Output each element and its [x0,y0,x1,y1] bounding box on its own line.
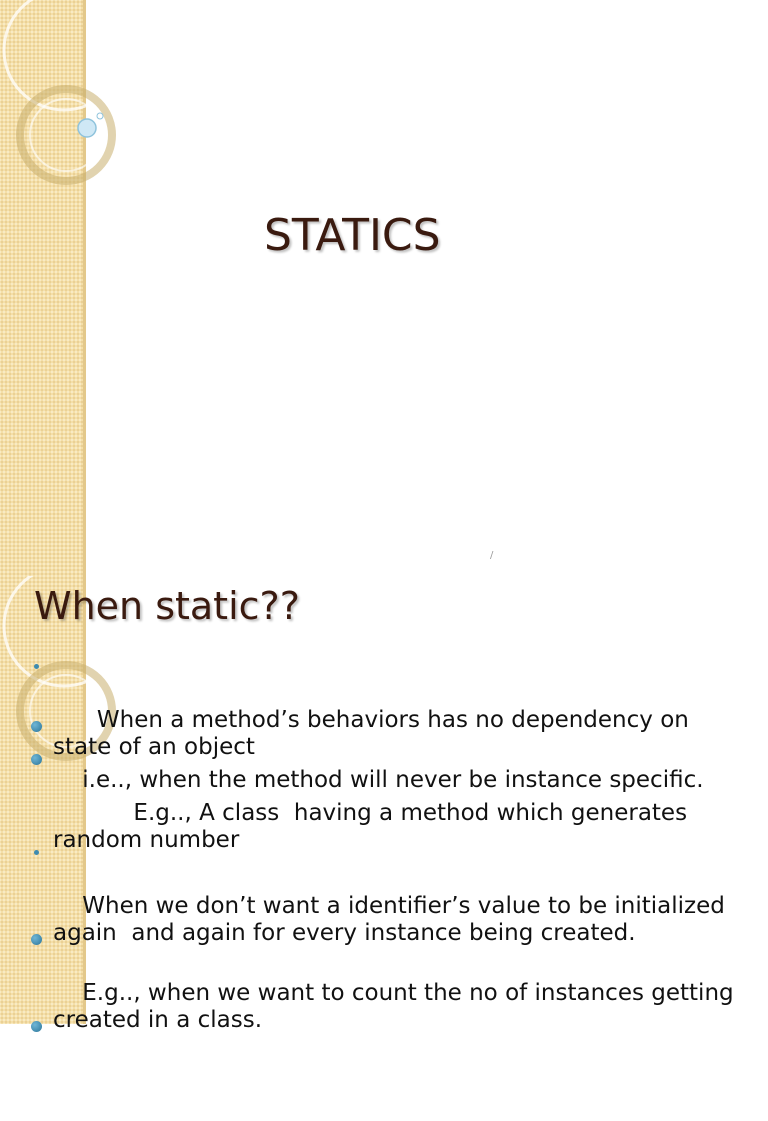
bullet-dot-icon [31,1021,42,1032]
bullet-text: i.e.., when the method will never be instance specific. [82,767,704,793]
bullet-text: E.g.., when we want to count the no of instances getting created in a class. [53,980,741,1033]
bullet-dot-icon [31,721,42,732]
bullet-dot-icon [34,850,39,855]
list-item [53,1013,753,1121]
decorative-circles-icon [0,0,130,200]
bullet-text: When we don’t want a identifier’s value to be initialized again and again for every instance being created. [53,893,733,946]
bullet-text: When a method’s behaviors has no dependency on state of an object [53,707,697,760]
bullet-dot-icon [31,754,42,765]
bullet-text: E.g.., A class having a method which generates random number [53,800,695,853]
bullet-dot-icon [31,934,42,945]
slide-title: STATICS [264,210,441,261]
slide-heading: When static?? [34,584,300,628]
slide-mark: / [490,550,494,561]
bullet-dot-icon [34,664,39,669]
